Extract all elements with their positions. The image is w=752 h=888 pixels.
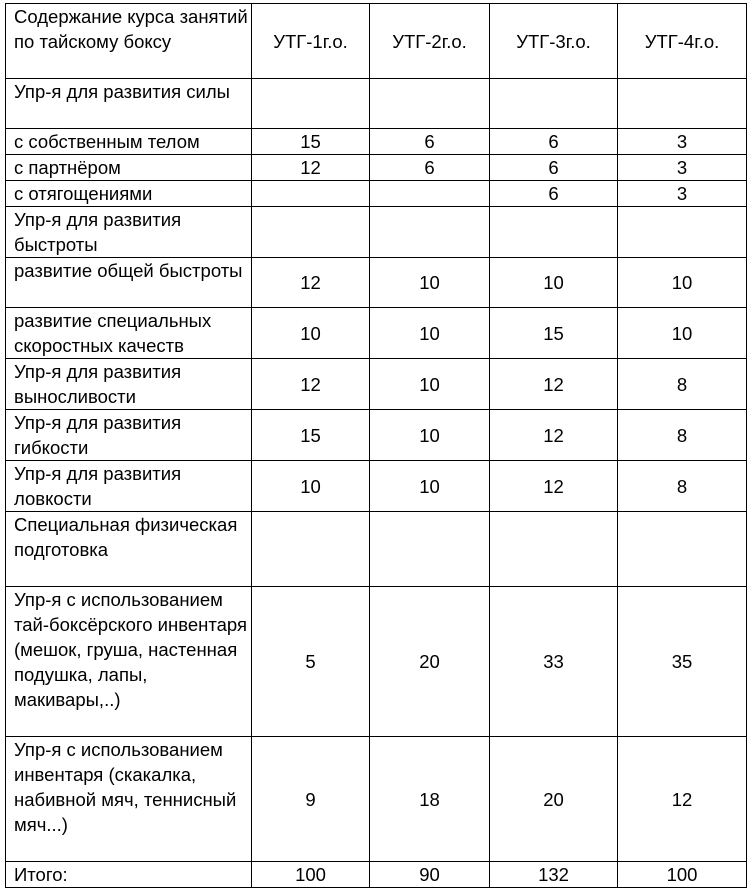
cell-utg4: 3 — [618, 155, 747, 181]
row-label: развитие общей быстроты — [6, 258, 252, 308]
cell-utg2: 18 — [370, 737, 490, 862]
cell-utg3 — [490, 79, 618, 129]
row-label: развитие специальных скоростных качеств — [6, 308, 252, 359]
cell-utg4: 3 — [618, 129, 747, 155]
cell-utg2: 10 — [370, 258, 490, 308]
cell-utg2 — [370, 207, 490, 258]
cell-utg3: 6 — [490, 181, 618, 207]
table-row — [6, 359, 747, 410]
cell-utg1: 15 — [252, 129, 370, 155]
cell-utg1: 9 — [252, 737, 370, 862]
row-label: Упр-я для развития ловкости — [6, 461, 252, 512]
cell-utg4: 10 — [618, 308, 747, 359]
cell-utg3: 12 — [490, 410, 618, 461]
table-row — [6, 587, 747, 737]
cell-utg4: 3 — [618, 181, 747, 207]
row-label: Упр-я с использованием инвентаря (скакалка, набивной мяч, теннисный мяч...) — [6, 737, 252, 862]
table-row — [6, 129, 747, 155]
cell-utg2: 6 — [370, 155, 490, 181]
cell-utg2: 10 — [370, 461, 490, 512]
cell-utg2 — [370, 181, 490, 207]
cell-utg1: 100 — [252, 862, 370, 888]
total-row — [6, 862, 747, 888]
table-row — [6, 155, 747, 181]
cell-utg1: 5 — [252, 587, 370, 737]
row-label: Упр-я с использованием тай-боксёрского инвентаря (мешок, груша, настенная подушка, лапы, макивары,..) — [6, 587, 252, 737]
row-label: Упр-я для развития быстроты — [6, 207, 252, 258]
cell-utg3 — [490, 207, 618, 258]
row-label: Специальная физическая подготовка — [6, 512, 252, 587]
cell-utg1 — [252, 512, 370, 587]
cell-utg4: 8 — [618, 461, 747, 512]
row-label: с собственным телом — [6, 129, 252, 155]
cell-utg1 — [252, 181, 370, 207]
cell-utg2: 10 — [370, 410, 490, 461]
row-label: Упр-я для развития силы — [6, 79, 252, 129]
cell-utg1 — [252, 207, 370, 258]
cell-utg1: 12 — [252, 359, 370, 410]
cell-utg1: 15 — [252, 410, 370, 461]
cell-utg3: 10 — [490, 258, 618, 308]
header-cell-utg4: УТГ-4г.о. — [618, 4, 747, 79]
header-row — [6, 4, 747, 79]
table-row — [6, 461, 747, 512]
header-cell-content: Содержание курса занятий по тайскому боксу — [6, 4, 252, 79]
cell-utg3: 33 — [490, 587, 618, 737]
row-label: Упр-я для развития гибкости — [6, 410, 252, 461]
cell-utg2: 90 — [370, 862, 490, 888]
cell-utg1 — [252, 79, 370, 129]
cell-utg4 — [618, 207, 747, 258]
cell-utg1: 10 — [252, 461, 370, 512]
cell-utg3: 6 — [490, 129, 618, 155]
training-program-table — [5, 3, 747, 888]
cell-utg3: 132 — [490, 862, 618, 888]
row-label: Упр-я для развития выносливости — [6, 359, 252, 410]
cell-utg2: 20 — [370, 587, 490, 737]
row-label: Итого: — [6, 862, 252, 888]
cell-utg2 — [370, 79, 490, 129]
cell-utg3 — [490, 512, 618, 587]
cell-utg3: 6 — [490, 155, 618, 181]
cell-utg4: 100 — [618, 862, 747, 888]
table-row — [6, 181, 747, 207]
cell-utg1: 12 — [252, 258, 370, 308]
table-row — [6, 512, 747, 587]
cell-utg4: 8 — [618, 410, 747, 461]
cell-utg4: 35 — [618, 587, 747, 737]
cell-utg4: 8 — [618, 359, 747, 410]
cell-utg4 — [618, 512, 747, 587]
cell-utg3: 12 — [490, 359, 618, 410]
cell-utg4: 12 — [618, 737, 747, 862]
cell-utg4 — [618, 79, 747, 129]
cell-utg4: 10 — [618, 258, 747, 308]
cell-utg2: 10 — [370, 308, 490, 359]
table-row — [6, 308, 747, 359]
table-row — [6, 79, 747, 129]
cell-utg2: 10 — [370, 359, 490, 410]
cell-utg3: 12 — [490, 461, 618, 512]
cell-utg3: 15 — [490, 308, 618, 359]
cell-utg2 — [370, 512, 490, 587]
cell-utg1: 10 — [252, 308, 370, 359]
row-label: с отягощениями — [6, 181, 252, 207]
table-row — [6, 410, 747, 461]
cell-utg3: 20 — [490, 737, 618, 862]
cell-utg2: 6 — [370, 129, 490, 155]
header-cell-utg3: УТГ-3г.о. — [490, 4, 618, 79]
table-row — [6, 258, 747, 308]
header-cell-utg2: УТГ-2г.о. — [370, 4, 490, 79]
table-row — [6, 207, 747, 258]
header-cell-utg1: УТГ-1г.о. — [252, 4, 370, 79]
table-row — [6, 737, 747, 862]
row-label: с партнёром — [6, 155, 252, 181]
cell-utg1: 12 — [252, 155, 370, 181]
